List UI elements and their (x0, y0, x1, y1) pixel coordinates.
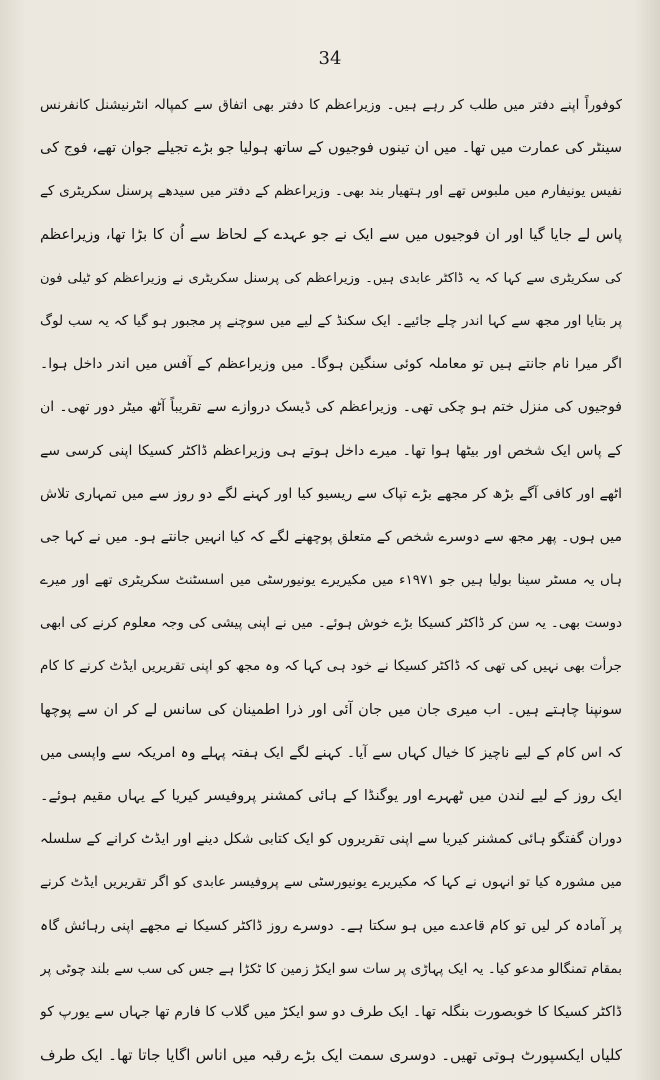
text-line: ایک روز کے لیے لندن میں ٹھہرے اور یوگنڈا کے ہائی کمشنر پروفیسر کیریا کے یہاں مقیم ہوئے۔ (40, 788, 622, 804)
text-line: پاس لے جایا گیا اور ان فوجیوں میں سے ایک نے جو عہدے کے لحاظ سے اُن کا بڑا تھا، وزیراعظم (40, 226, 622, 243)
text-line: ڈاکٹر کسیکا کا خوبصورت بنگلہ تھا۔ ایک طرف دو سو ایکڑ میں گلاب کا فارم تھا جہاں سے یورپ کو (40, 1003, 622, 1020)
text-line: میں ہوں۔ پھر مجھ سے دوسرے شخص کے متعلق پوچھنے لگے کہ کیا انہیں جانتے ہو۔ میں نے کہا جی (40, 528, 622, 545)
text-line: فوجیوں کی منزل ختم ہو چکی تھی۔ وزیراعظم کی ڈیسک دروازے سے تقریباً آٹھ میٹر دور تھی۔ ان (40, 399, 622, 416)
text-line: کی سکریٹری سے کہا کہ یہ ڈاکٹر عابدی ہیں۔ وزیراعظم کی پرسنل سکریٹری نے وزیراعظم کو ٹیلی فون (40, 270, 622, 286)
text-line: نفیس یونیفارم میں ملبوس تھے اور ہتھیار بند بھی۔ وزیراعظم کے دفتر میں سیدھے پرسنل سکریٹری کے (40, 183, 622, 200)
text-line: اگر میرا نام جانتے ہیں تو معاملہ کوئی سنگین ہوگا۔ میں وزیراعظم کے آفس میں اندر داخل ہوا۔ (40, 356, 622, 373)
text-line: میں مشورہ کیا تو انہوں نے کہا کہ مکیریرے یونیورسٹی سے پروفیسر عابدی کو اگر تقریریں ایڈٹ کرنے (40, 874, 622, 891)
body-text (40, 84, 622, 1077)
text-line: کے پاس ایک شخص اور بیٹھا ہوا تھا۔ میرے داخل ہوتے ہی وزیراعظم ڈاکٹر کسیکا اپنی کرسی سے (40, 442, 622, 459)
text-line: کوفوراً اپنے دفتر میں طلب کر رہے ہیں۔ وزیراعظم کا دفتر بھی اتفاق سے کمپالہ انٹرنیشنل کانفرنس (40, 97, 622, 113)
text-line: جرأت بھی نہیں کی تھی کہ ڈاکٹر کسیکا نے خود ہی کہا کہ وہ مجھ کو اپنی تقریریں ایڈٹ کرنے کا کام (40, 658, 622, 675)
text-line: سونپنا چاہتے ہیں۔ اب میری جان میں جان آئی اور ذرا اطمینان کی سانس لے کر ان سے پوچھا (40, 701, 622, 718)
text-line: کہ اس کام کے لیے ناچیز کا خیال کہاں سے آیا۔ کہنے لگے ایک ہفتہ پہلے وہ امریکہ سے واپسی میں (40, 744, 622, 761)
page-number: 34 (318, 48, 342, 69)
text-line: بمقام تمنگالو مدعو کیا۔ یہ ایک پہاڑی پر سات سو ایکڑ زمین کا ٹکڑا ہے جس کی سب سے بلند چوٹی پر (40, 960, 622, 977)
text-line: کلیاں ایکسپورٹ ہوتی تھیں۔ دوسری سمت ایک بڑے رقبہ میں اناس اگایا جاتا تھا۔ ایک طرف (40, 1046, 622, 1065)
text-line: دوست بھی۔ یہ سن کر ڈاکٹر کسیکا بڑے خوش ہوئے۔ میں نے اپنی پیشی کی وجہ معلوم کرنے کی ابھی (40, 615, 622, 632)
text-line: پر آمادہ کر لیں تو کام قاعدے میں ہو سکتا ہے۔ دوسرے روز ڈاکٹر کسیکا نے مجھے اپنی رہائش گاہ (40, 917, 622, 934)
text-line: ہاں یہ مسٹر سینا بولیا ہیں جو ۱۹۷۱ء میں مکیریرے یونیورسٹی میں اسسٹنٹ سکریٹری تھے اور میرے (40, 572, 622, 589)
text-line: اٹھے اور کافی آگے بڑھ کر مجھے بڑے تپاک سے ریسیو کیا اور کہنے لگے دو روز سے میں تمہاری تلاش (40, 485, 622, 502)
text-line: پر بتایا اور مجھ سے کہا اندر چلے جائیے۔ ایک سکنڈ کے لیے میں سوچنے پر مجبور ہو گیا کہ یہ سب لوگ (40, 312, 622, 329)
text-line: دوران گفتگو ہائی کمشنر کیریا سے اپنی تقریروں کو ایک کتابی شکل دینے اور ایڈٹ کرانے کے سلسلہ (40, 831, 622, 848)
text-line: سینٹر کی عمارت میں تھا۔ میں ان تینوں فوجیوں کے ساتھ ہولیا جو بڑے تجیلے جوان تھے، فوج کی (40, 140, 622, 157)
